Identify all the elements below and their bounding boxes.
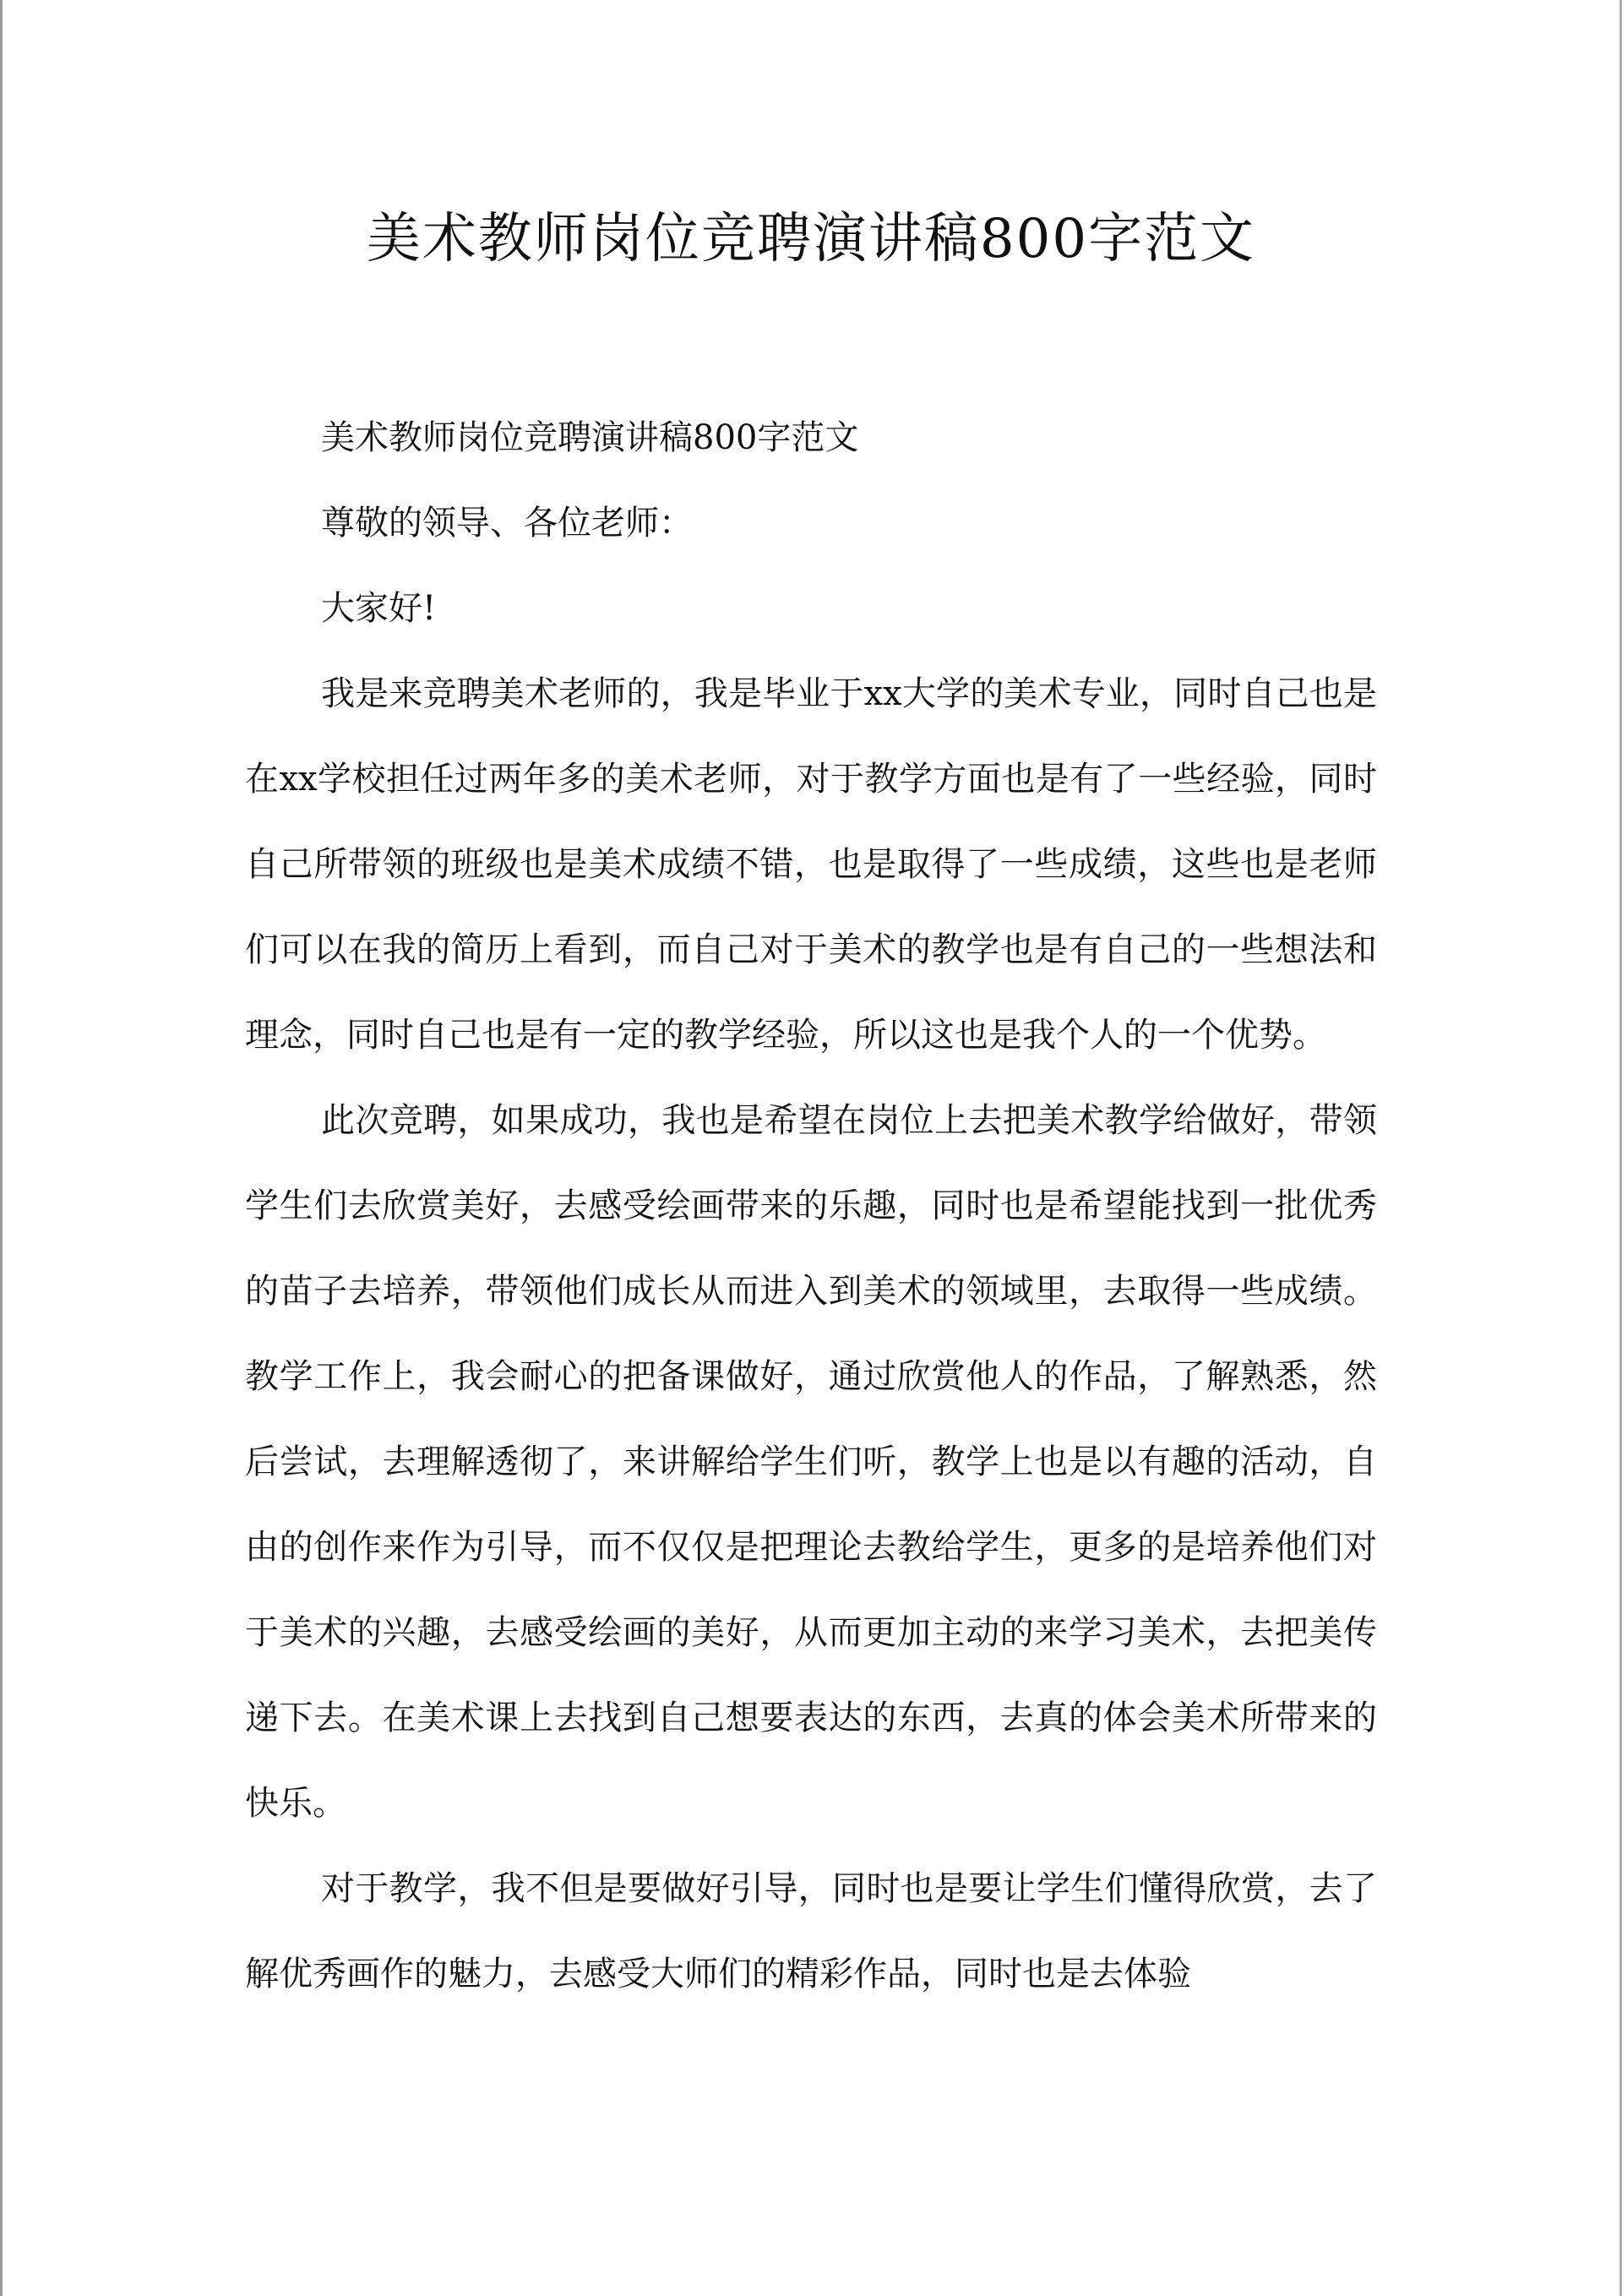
document-body: [245, 395, 1377, 2017]
paragraph-teaching: 对于教学，我不但是要做好引导，同时也是要让学生们懂得欣赏，去了解优秀画作的魅力，去感受大师们的精彩作品，同时也是去体验: [245, 1869, 1377, 1993]
paragraph-goals: 此次竞聘，如果成功，我也是希望在岗位上去把美术教学给做好，带领学生们去欣赏美好，去感受绘画带来的乐趣，同时也是希望能找到一批优秀的苗子去培养，带领他们成长从而进入到美术的领域里，去取得一些成绩。教学工作上，我会耐心的把备课做好，通过欣赏他人的作品，了解熟悉，然后尝试，去理解透彻了，来讲解给学生们听，教学上也是以有趣的活动，自由的创作来作为引导，而不仅仅是把理论去教给学生，更多的是培养他们对于美术的兴趣，去感受绘画的美好，从而更加主动的来学习美术，去把美传递下去。在美术课上去找到自己想要表达的东西，去真的体会美术所带来的快乐。: [245, 1101, 1377, 1823]
paragraph-greeting: 大家好!: [321, 589, 437, 628]
page-left-edge: [0, 0, 3, 2296]
paragraph-subtitle: 美术教师岗位竞聘演讲稿800字范文: [321, 418, 859, 457]
paragraph-salutation: 尊敬的领导、各位老师：: [321, 504, 693, 543]
paragraph-introduction: 我是来竞聘美术老师的，我是毕业于xx大学的美术专业，同时自己也是在xx学校担任过两年多的美术老师，对于教学方面也是有了一些经验，同时自己所带领的班级也是美术成绩不错，也是取得了一些成绩，这些也是老师们可以在我的简历上看到，而自己对于美术的教学也是有自己的一些想法和理念，同时自己也是有一定的教学经验，所以这也是我个人的一个优势。: [245, 674, 1377, 1055]
document-title: 美术教师岗位竞聘演讲稿800字范文: [366, 208, 1256, 270]
